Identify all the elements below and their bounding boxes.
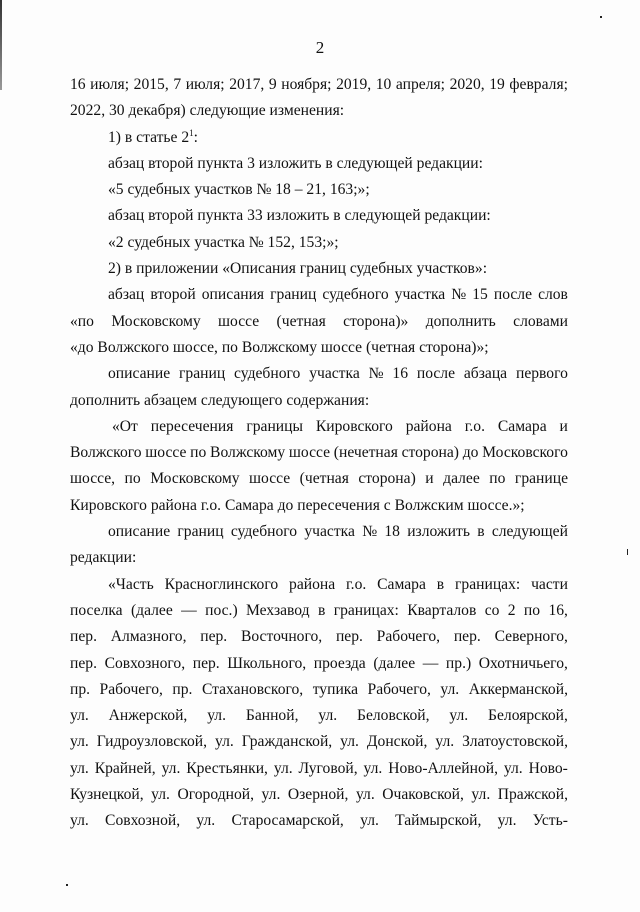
word: района [405, 417, 452, 435]
word: 10 [375, 76, 392, 93]
word: участка [394, 286, 446, 304]
word: второй [150, 286, 196, 304]
word: ул. [363, 759, 383, 777]
word: — [422, 654, 439, 672]
word: границах: [455, 575, 521, 593]
text-line [70, 98, 568, 124]
word: пр. [172, 680, 193, 698]
word: участка [309, 365, 360, 383]
word: Стахановского, [201, 680, 304, 698]
word: 2015, [133, 76, 169, 93]
word: района [289, 575, 336, 593]
text-line [70, 361, 568, 387]
word: ул. [70, 812, 89, 830]
line-text: редакции: [70, 549, 137, 567]
word: части [531, 575, 568, 593]
word: пер. [70, 654, 97, 672]
word: Озерной, [287, 786, 349, 804]
word: Московскому [150, 470, 240, 488]
word: Беловской, [357, 707, 430, 725]
word: Рабочего, [99, 680, 163, 698]
word: Алмазного, [110, 628, 187, 646]
word: шоссе [288, 444, 331, 462]
text-line [70, 677, 568, 703]
word: описания [201, 286, 265, 304]
text-line [70, 335, 568, 361]
word: Охотничьего, [478, 654, 568, 672]
word: Кварталов [407, 601, 477, 619]
word: в [477, 523, 485, 541]
word: судебного [234, 365, 301, 383]
word: и [425, 470, 434, 488]
word: Златоустовской, [462, 733, 568, 751]
word: Школьного, [227, 654, 307, 672]
word: ул. [214, 733, 234, 751]
text-line [70, 466, 568, 492]
word: ул. [70, 759, 89, 777]
word: Восточного, [240, 628, 323, 646]
word: участка [304, 523, 355, 541]
word: границы [246, 417, 303, 435]
text-line [70, 440, 568, 466]
text-line [70, 545, 568, 571]
word: границ [179, 365, 226, 383]
word: границ [270, 286, 317, 304]
line-text: абзац второй пункта 3 изложить в следующей редакции: [108, 154, 483, 172]
page-number: 2 [315, 38, 325, 57]
word: Московскому [111, 312, 201, 330]
text-line [70, 651, 568, 677]
word: апреля; [395, 76, 445, 93]
line-text: «до Волжского шоссе, по Волжскому шоссе (четная сторона)»; [70, 338, 489, 356]
word: ул. [273, 759, 293, 777]
word: ул. [360, 812, 379, 830]
word: Северного, [494, 628, 568, 646]
text-line [70, 729, 568, 755]
word: ул. [151, 786, 170, 804]
text-line [70, 309, 568, 335]
word: поселка [70, 601, 123, 619]
line-text-after: : [193, 128, 198, 146]
word: июля; [90, 76, 130, 93]
text-line [70, 572, 568, 598]
text-line [70, 125, 568, 151]
text-line [70, 177, 568, 203]
line-text: Кировского района г.о. Самара до пересечения с Волжским шоссе.»; [70, 496, 525, 514]
word: 2 [507, 601, 516, 619]
word: словами [513, 312, 568, 330]
word: ул. [503, 759, 523, 777]
word: Огородной, [177, 786, 255, 804]
word: Рабочего, [367, 680, 431, 698]
word: ул. [70, 707, 89, 725]
word: (четная [276, 312, 326, 330]
word: 16, [548, 601, 568, 619]
word: сторона) [358, 470, 416, 488]
word: Крестьянки, [186, 759, 268, 777]
word: по [489, 470, 506, 488]
word: Очаковской, [382, 786, 464, 804]
scan-speck [627, 549, 628, 555]
word: после [493, 286, 533, 304]
word: далее [443, 470, 480, 488]
word: пересечения [150, 417, 234, 435]
word: шоссе [218, 312, 260, 330]
word: ул. [497, 812, 517, 830]
word: и [559, 417, 568, 435]
text-line [70, 624, 568, 650]
word: «От [112, 417, 138, 435]
text-line [70, 519, 568, 545]
word: слов [538, 286, 568, 304]
word: по [124, 470, 141, 488]
word: г.о. [346, 575, 367, 593]
line-text: 2) в приложении «Описания границ судебных участков»: [108, 260, 488, 278]
word: пр. [70, 680, 91, 698]
word: ул. [340, 733, 359, 751]
text-line [70, 782, 568, 808]
word: изложить [407, 523, 470, 541]
word: июля; [185, 76, 225, 93]
text-line [70, 414, 568, 440]
word: ул. [471, 786, 491, 804]
word: Волжскому [210, 444, 286, 462]
word: пер. [453, 628, 481, 646]
word: до [462, 444, 479, 462]
line-text: абзац второй пункта 33 изложить в следующей редакции: [108, 207, 491, 225]
word: границах: [333, 601, 399, 619]
word: описание [108, 365, 171, 383]
text-line [70, 230, 568, 256]
document-body [70, 72, 568, 835]
text-line [70, 282, 568, 308]
word: ул. [449, 707, 469, 725]
word: Банной, [245, 707, 299, 725]
word: ноября; [281, 76, 332, 93]
word: Самара [377, 575, 426, 593]
word: 15 [472, 286, 488, 304]
word: Гражданской, [241, 733, 333, 751]
scan-speck [600, 16, 602, 18]
word: пер. [192, 654, 220, 672]
word: 2020, [449, 76, 485, 93]
word: Таймырской, [395, 812, 482, 830]
word: шоссе [145, 444, 187, 462]
text-line [70, 203, 568, 229]
text-line [70, 703, 568, 729]
word: абзаца [463, 365, 508, 383]
word: ул. [318, 707, 338, 725]
word: Ново-Аллейной, [388, 759, 498, 777]
text-line [70, 388, 568, 414]
word: тупика [312, 680, 359, 698]
word: № [362, 523, 378, 541]
word: по [190, 444, 207, 462]
word: № [368, 365, 384, 383]
word: Анжерской, [108, 707, 188, 725]
word: ул. [207, 707, 226, 725]
word: сторона) [401, 444, 459, 462]
text-line [70, 151, 568, 177]
word: пос.) [205, 601, 238, 619]
text-line [70, 72, 568, 98]
word: пер. [335, 628, 363, 646]
line-text: «5 судебных участков № 18 – 21, 163;»; [108, 181, 370, 199]
word: судебного [322, 286, 389, 304]
word: «Часть [108, 575, 154, 593]
word: (далее [373, 654, 416, 672]
word: следующей [491, 523, 568, 541]
word: описание [108, 523, 171, 541]
word: Донской, [366, 733, 428, 751]
word: Совхозной, [105, 812, 181, 830]
word: Мехзавод [246, 601, 310, 619]
word: ул. [161, 759, 181, 777]
word: (далее [130, 601, 173, 619]
word: Волжского [70, 444, 142, 462]
line-text: «2 судебных участка № 152, 153;»; [108, 233, 339, 251]
line-text: дополнить абзацем следующего содержания: [70, 391, 370, 409]
word: Старосамарской, [231, 812, 344, 830]
word: (четная [299, 470, 349, 488]
word: № [451, 286, 467, 304]
word: границ [177, 523, 224, 541]
word: судебного [230, 523, 298, 541]
word: Крайней, [94, 759, 156, 777]
word: Пражской, [497, 786, 568, 804]
word: границе [514, 470, 568, 488]
word: 9 [268, 76, 277, 93]
word: февраля; [509, 76, 568, 93]
text-line [70, 598, 568, 624]
word: в [317, 601, 326, 619]
word: г.о. [464, 417, 485, 435]
text-line [70, 493, 568, 519]
word: первого [515, 365, 568, 383]
text-line [70, 256, 568, 282]
word: 2017, [229, 76, 265, 93]
word: 2019, [336, 76, 372, 93]
line-text: 1) в статье 2 [108, 128, 190, 146]
word: сторона)» [343, 312, 409, 330]
word: пер. [70, 628, 97, 646]
word: Белоярской, [488, 707, 568, 725]
word: ул. [196, 812, 216, 830]
word: 7 [173, 76, 182, 93]
text-line [70, 756, 568, 782]
word: ул. [435, 733, 455, 751]
word: Совхозного, [104, 654, 186, 672]
word: пр.) [445, 654, 472, 672]
text-line [70, 808, 568, 834]
word: со [484, 601, 500, 619]
scan-speck [66, 884, 68, 886]
superscript: 1 [189, 127, 194, 138]
word: Гидроузловской, [96, 733, 208, 751]
word: (нечетная [333, 444, 398, 462]
word: Аккерманской, [468, 680, 568, 698]
word: абзац [108, 286, 145, 304]
word: Самара [497, 417, 547, 435]
word: ул. [70, 733, 89, 751]
word: 16 [392, 365, 408, 383]
word: ул. [355, 786, 375, 804]
word: «по [70, 312, 94, 330]
word: шоссе, [70, 470, 116, 488]
word: ул. [261, 786, 281, 804]
word: проезда [313, 654, 366, 672]
word: Московского [482, 444, 568, 462]
word: дополнить [425, 312, 496, 330]
word: 16 [70, 76, 86, 93]
word: 18 [384, 523, 400, 541]
word: 19 [489, 76, 505, 93]
line-text: 2022, 30 декабря) следующие изменения: [70, 102, 345, 120]
word: шоссе [249, 470, 291, 488]
word: пер. [200, 628, 228, 646]
word: Кузнецкой, [70, 786, 144, 804]
word: по [523, 601, 541, 619]
word: после [416, 365, 456, 383]
word: — [181, 601, 197, 619]
word: в [436, 575, 445, 593]
word: Луговой, [298, 759, 358, 777]
word: Красноглинского [164, 575, 279, 593]
word: Рабочего, [376, 628, 441, 646]
word: ул. [440, 680, 460, 698]
word: Ново- [528, 759, 568, 777]
word: Усть- [532, 812, 568, 830]
word: Кировского [315, 417, 393, 435]
